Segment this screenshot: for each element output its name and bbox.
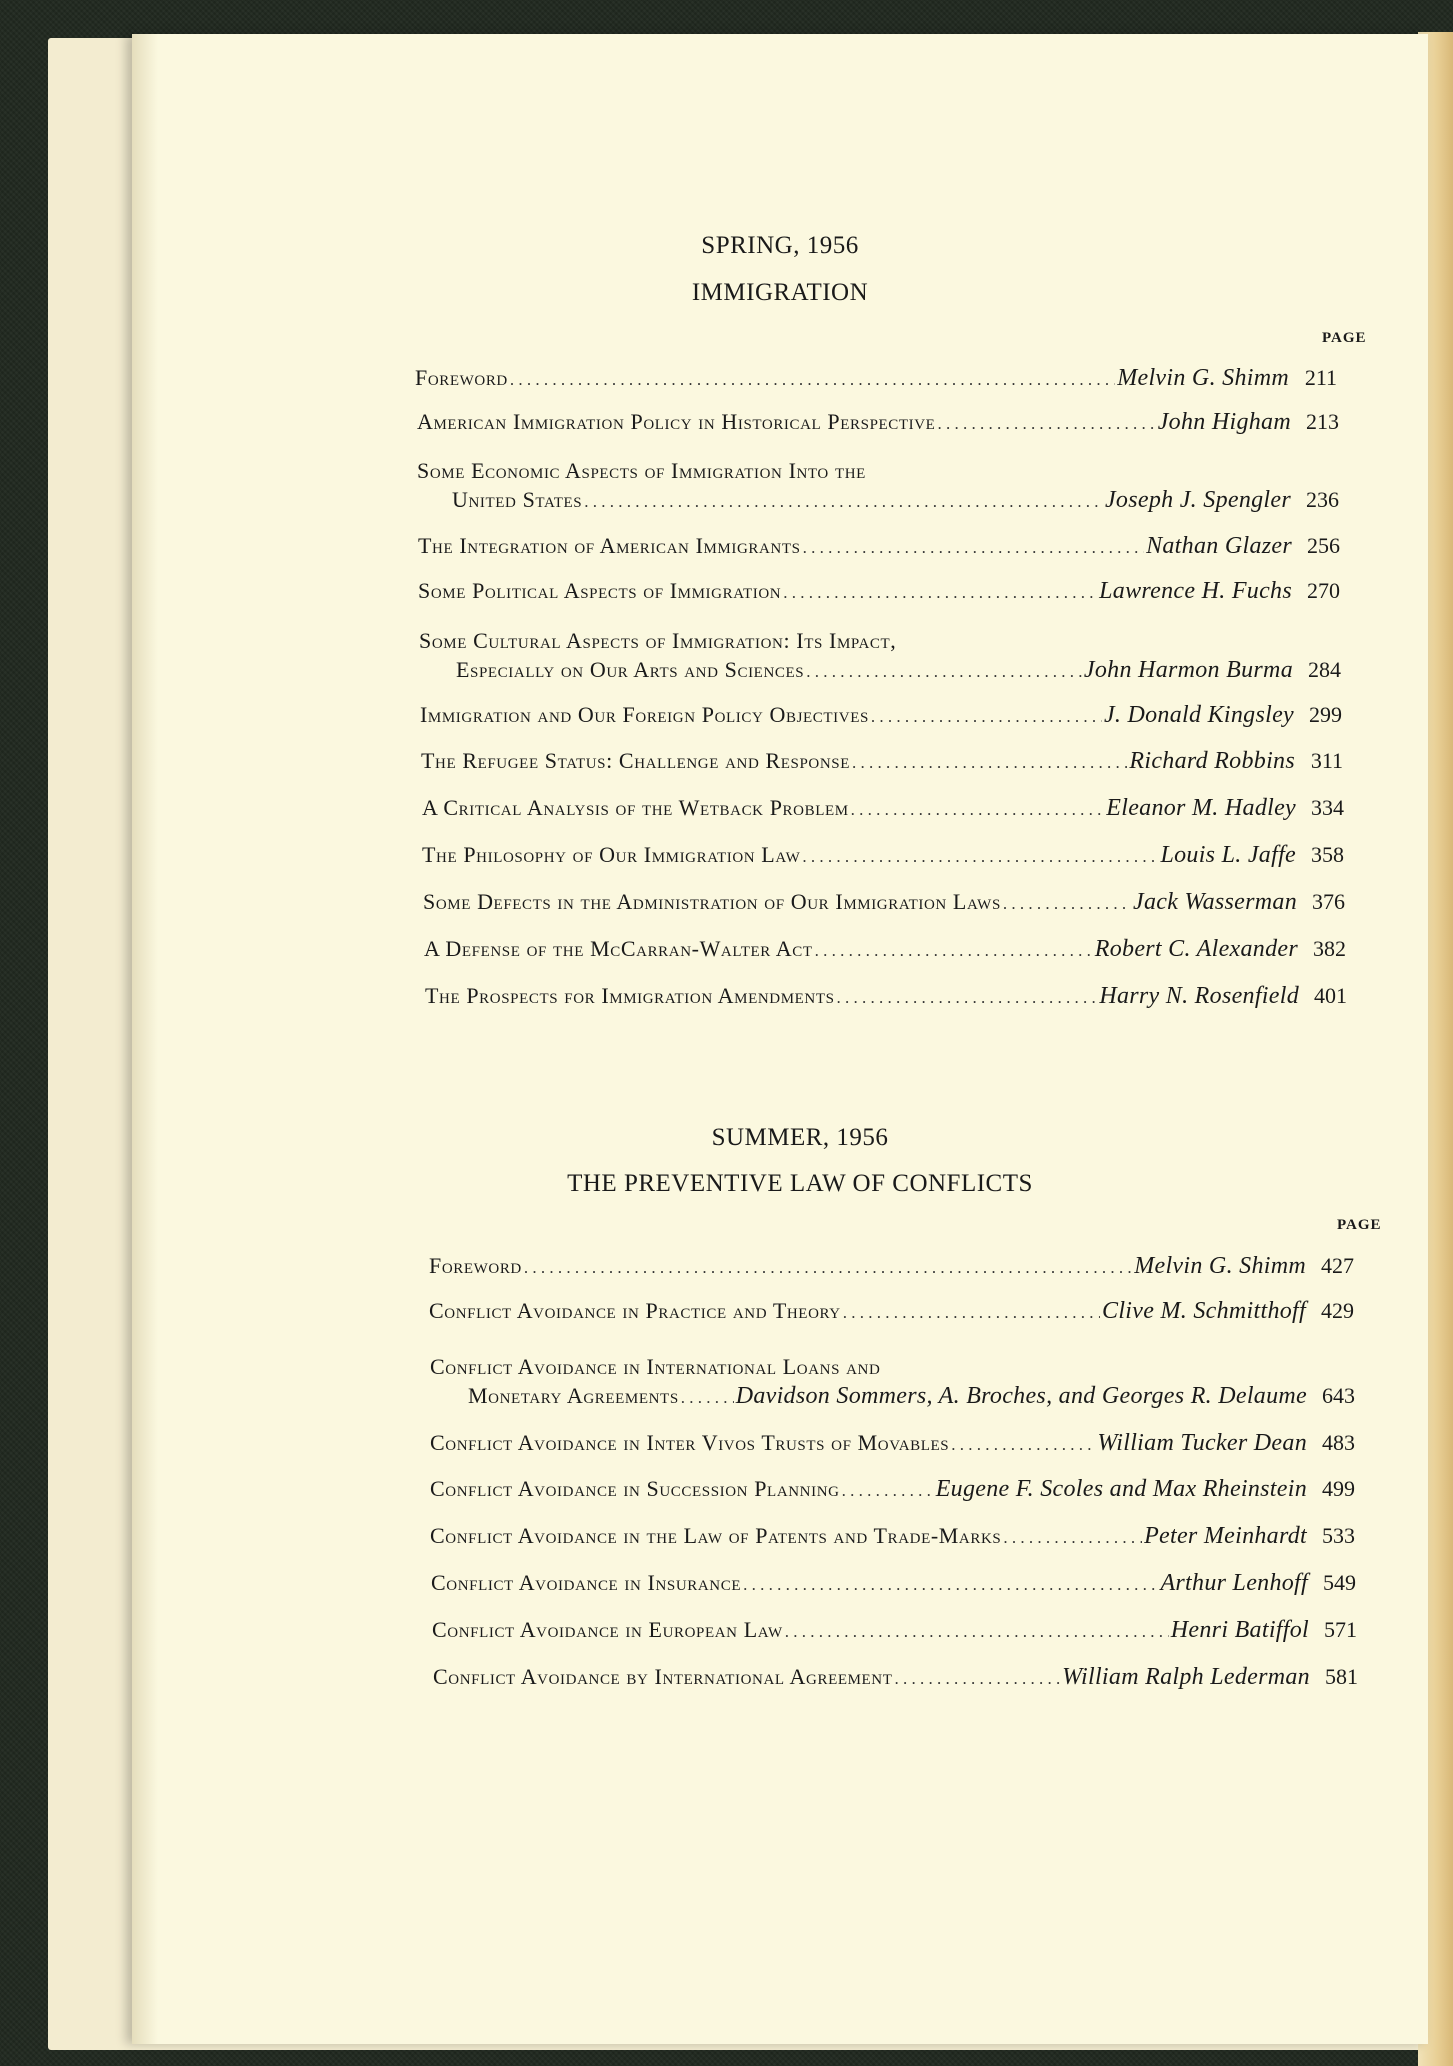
spring-issue-date: SPRING, 1956 — [701, 232, 859, 259]
leader-dots — [806, 663, 1082, 680]
leader-dots — [802, 848, 1158, 865]
toc-title-first-line: Some Economic Aspects of Immigration Into the — [417, 458, 866, 483]
toc-title: The Integration of American Immigrants — [418, 533, 801, 558]
toc-page-number: 571 — [1324, 1617, 1357, 1642]
toc-author: Harry N. Rosenfield — [1099, 983, 1299, 1009]
leader-dots — [871, 708, 1102, 725]
leader-dots — [852, 754, 1127, 771]
toc-title: Especially on Our Arts and Sciences — [456, 657, 805, 682]
toc-entry[interactable] — [429, 1299, 1354, 1323]
toc-author: Arthur Lenhoff — [1160, 1570, 1308, 1596]
toc-page-number: 299 — [1309, 702, 1342, 727]
toc-title: American Immigration Policy in Historical Perspective — [417, 409, 936, 434]
toc-entry[interactable] — [468, 1384, 1355, 1408]
toc-title: Conflict Avoidance in Practice and Theory — [429, 1298, 841, 1323]
leader-dots — [803, 539, 1145, 556]
toc-author: Peter Meinhardt — [1144, 1523, 1307, 1549]
toc-author: Melvin G. Shimm — [1134, 1253, 1306, 1279]
toc-author: Joseph J. Spengler — [1104, 487, 1291, 513]
leader-dots — [843, 1304, 1100, 1321]
toc-author: Nathan Glazer — [1146, 533, 1292, 559]
leader-dots — [837, 989, 1098, 1006]
toc-page-number: 211 — [1304, 365, 1337, 390]
spring-page-column-label: PAGE — [1322, 330, 1367, 346]
toc-author: John Harmon Burma — [1083, 657, 1293, 683]
toc-page-number: 401 — [1314, 983, 1347, 1008]
leader-dots — [524, 1259, 1132, 1276]
toc-entry[interactable] — [420, 703, 1342, 727]
toc-entry[interactable] — [417, 410, 1339, 434]
toc-entry[interactable] — [452, 488, 1339, 512]
leader-dots — [785, 1623, 1169, 1640]
toc-author: Eugene F. Scoles and Max Rheinstein — [935, 1476, 1307, 1502]
toc-page-number: 334 — [1311, 795, 1344, 820]
toc-entry[interactable] — [430, 1477, 1355, 1501]
toc-entry[interactable] — [430, 1524, 1355, 1548]
toc-entry[interactable] — [421, 749, 1343, 773]
toc-title: Conflict Avoidance by International Agreement — [433, 1664, 893, 1689]
toc-author: Davidson Sommers, A. Broches, and Georges R. Delaume — [735, 1383, 1307, 1409]
toc-author: Clive M. Schmitthoff — [1102, 1298, 1306, 1324]
leader-dots — [681, 1389, 734, 1406]
toc-page-number: 213 — [1306, 409, 1339, 434]
toc-page-number: 533 — [1322, 1523, 1355, 1548]
toc-author: Richard Robbins — [1129, 748, 1295, 774]
toc-entry[interactable] — [456, 658, 1341, 682]
toc-title: United States — [452, 487, 583, 512]
toc-entry[interactable] — [418, 534, 1340, 558]
toc-page-number: 499 — [1322, 1476, 1355, 1501]
leader-dots — [815, 942, 1093, 959]
toc-author: William Ralph Lederman — [1062, 1664, 1310, 1690]
toc-title: Foreword — [429, 1253, 522, 1278]
leader-dots — [842, 1482, 934, 1499]
toc-title: Some Defects in the Administration of Our Immigration Laws — [423, 889, 1001, 914]
toc-entry[interactable] — [429, 1254, 1354, 1278]
toc-page-number: 270 — [1307, 578, 1340, 603]
toc-page-number: 256 — [1307, 533, 1340, 558]
toc-title: Monetary Agreements — [468, 1383, 679, 1408]
toc-author: J. Donald Kingsley — [1103, 702, 1294, 728]
toc-title: Conflict Avoidance in the Law of Patents and Trade-Marks — [430, 1523, 1002, 1548]
contents-page — [132, 34, 1428, 2044]
toc-title: Conflict Avoidance in Succession Planning — [430, 1476, 840, 1501]
toc-page-number: 643 — [1322, 1383, 1355, 1408]
toc-title: Some Political Aspects of Immigration — [418, 578, 782, 603]
page-gutter — [132, 34, 158, 2044]
leader-dots — [510, 371, 1115, 388]
toc-entry[interactable] — [430, 1431, 1355, 1455]
leader-dots — [937, 415, 1155, 432]
toc-title: Conflict Avoidance in Insurance — [431, 1570, 742, 1595]
toc-page-number: 311 — [1310, 748, 1343, 773]
toc-title: Conflict Avoidance in European Law — [432, 1617, 783, 1642]
toc-author: Louis L. Jaffe — [1160, 842, 1296, 868]
toc-page-number: 358 — [1311, 842, 1344, 867]
toc-page-number: 549 — [1323, 1570, 1356, 1595]
leader-dots — [1003, 895, 1131, 912]
toc-title: The Refugee Status: Challenge and Response — [421, 748, 850, 773]
toc-title: The Prospects for Immigration Amendments — [425, 983, 835, 1008]
toc-author: Jack Wasserman — [1133, 889, 1297, 915]
summer-page-column-label: PAGE — [1337, 1217, 1382, 1233]
toc-entry[interactable] — [425, 984, 1347, 1008]
toc-title-first-line: Conflict Avoidance in International Loans and — [430, 1354, 881, 1379]
toc-page-number: 427 — [1321, 1253, 1354, 1278]
toc-author: John Higham — [1157, 409, 1291, 435]
leader-dots — [743, 1576, 1158, 1593]
toc-title-first-line: Some Cultural Aspects of Immigration: Its Impact, — [419, 628, 897, 653]
toc-page-number: 483 — [1322, 1430, 1355, 1455]
toc-entry[interactable] — [431, 1571, 1356, 1595]
toc-title: Foreword — [415, 365, 508, 390]
summer-issue-theme: THE PREVENTIVE LAW OF CONFLICTS — [567, 1170, 1033, 1197]
leader-dots — [951, 1436, 1095, 1453]
toc-entry[interactable] — [433, 1665, 1358, 1689]
toc-author: William Tucker Dean — [1097, 1430, 1307, 1456]
toc-entry[interactable] — [422, 843, 1344, 867]
summer-issue-date: SUMMER, 1956 — [711, 1124, 889, 1151]
toc-author: Lawrence H. Fuchs — [1099, 578, 1292, 604]
toc-author: Melvin G. Shimm — [1117, 365, 1289, 391]
toc-author: Robert C. Alexander — [1094, 936, 1298, 962]
toc-title: A Critical Analysis of the Wetback Problem — [422, 795, 849, 820]
leader-dots — [584, 493, 1103, 510]
toc-entry[interactable] — [422, 796, 1344, 820]
toc-title: Immigration and Our Foreign Policy Objectives — [420, 702, 869, 727]
spring-issue-theme: IMMIGRATION — [691, 279, 869, 306]
leader-dots — [1003, 1529, 1142, 1546]
toc-entry[interactable] — [415, 366, 1337, 390]
toc-title: A Defense of the McCarran-Walter Act — [424, 936, 813, 961]
toc-page-number: 284 — [1308, 657, 1341, 682]
toc-page-number: 581 — [1325, 1664, 1358, 1689]
toc-title: Conflict Avoidance in Inter Vivos Trusts of Movables — [430, 1430, 950, 1455]
toc-page-number: 376 — [1312, 889, 1345, 914]
toc-entry[interactable] — [432, 1618, 1357, 1642]
toc-page-number: 429 — [1321, 1298, 1354, 1323]
toc-page-number: 382 — [1313, 936, 1346, 961]
leader-dots — [783, 584, 1097, 601]
toc-author: Henri Batiffol — [1170, 1617, 1309, 1643]
toc-title: The Philosophy of Our Immigration Law — [422, 842, 801, 867]
toc-entry[interactable] — [418, 579, 1340, 603]
toc-page-number: 236 — [1306, 487, 1339, 512]
leader-dots — [894, 1670, 1060, 1687]
leader-dots — [851, 801, 1105, 818]
toc-entry[interactable] — [424, 937, 1346, 961]
toc-entry[interactable] — [423, 890, 1345, 914]
toc-author: Eleanor M. Hadley — [1106, 795, 1296, 821]
